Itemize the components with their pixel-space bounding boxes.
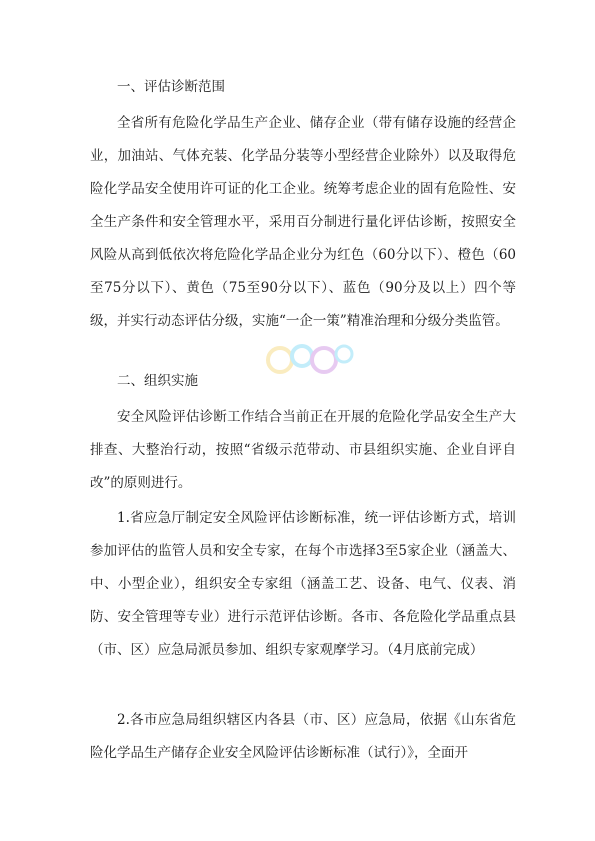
section-heading-organization: 二、组织实施 bbox=[117, 373, 198, 389]
watermark-logo-graphic bbox=[262, 330, 362, 390]
paragraph-item-1: 1.省应急厅制定安全风险评估诊断标准，统一评估诊断方式，培训参加评估的监管人员和安全专家，在每个市选择3至5家企业（涵盖大、中、小型企业），组织安全专家组（涵盖工艺、设备、电气、仪表、消防、安全管理等专业）进行示范评估诊断。各市、各危险化学品重点县（市、区）应急局派员参加、组织专家观摩学习。（4月底前完成） bbox=[90, 510, 516, 658]
paragraph-organization-intro: 安全风险评估诊断工作结合当前正在开展的危险化学品安全生产大排查、大整治行动，按照“省级示范带动、市县组织实施、企业自评自改”的原则进行。 bbox=[90, 409, 516, 491]
paragraph-item-2: 2.各市应急局组织辖区内各县（市、区）应急局，依据《山东省危险化学品生产储存企业安全风险评估诊断标准（试行）》，全面开 bbox=[90, 712, 516, 761]
section-heading-scope: 一、评估诊断范围 bbox=[117, 79, 225, 95]
paragraph-scope: 全省所有危险化学品生产企业、储存企业（带有储存设施的经营企业，加油站、气体充装、化学品分装等小型经营企业除外）以及取得危险化学品安全使用许可证的化工企业。统筹考虑企业的固有危险性、安全生产条件和安全管理水平，采用百分制进行量化评估诊断，按照安全风险从高到低依次将危险化学品企业分为红色（60分以下）、橙色（60至75分以下）、黄色（75至90分以下）、蓝色（90分及以上）四个等级，并实行动态评估分级，实施“一企一策”精准治理和分级分类监管。 bbox=[90, 115, 516, 329]
watermark-logo bbox=[262, 330, 362, 390]
